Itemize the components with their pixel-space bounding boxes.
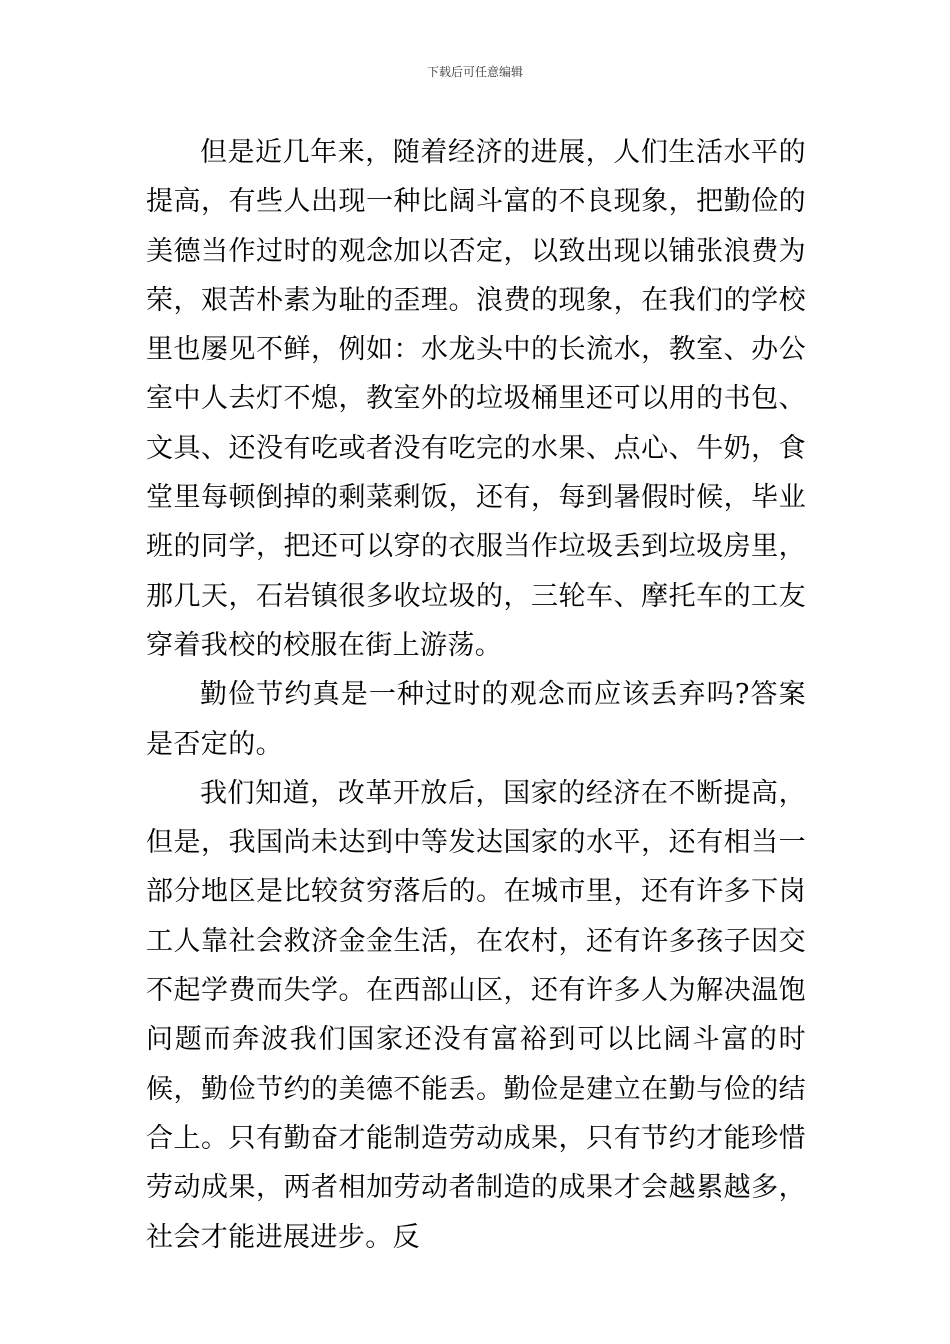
page-header: 下载后可任意编辑 <box>426 65 523 79</box>
paragraph: 勤俭节约真是一种过时的观念而应该丢弃吗?答案是否定的。 <box>146 679 806 760</box>
paragraph: 我们知道，改革开放后，国家的经济在不断提高，但是，我国尚未达到中等发达国家的水平，还有相当一部分地区是比较贫穷落后的。在城市里，还有许多下岗工人靠社会救济金金生活，在农村，还有许多孩子因交不起学费而失学。在西部山区，还有许多人为解决温饱问题而奔波我们国家还没有富裕到可以比阔斗富的时候，勤俭节约的美德不能丢。勤俭是建立在勤与俭的结合上。只有勤奋才能制造劳动成果，只有节约才能珍惜劳动成果，两者相加劳动者制造的成果才会越累越多，社会才能进展进步。反 <box>146 777 806 1253</box>
document-body <box>146 128 806 1262</box>
paragraph: 但是近几年来，随着经济的进展，人们生活水平的提高，有些人出现一种比阔斗富的不良现象，把勤俭的美德当作过时的观念加以否定，以致出现以铺张浪费为荣，艰苦朴素为耻的歪理。浪费的现象，在我们的学校里也屡见不鲜，例如：水龙头中的长流水，教室、办公室中人去灯不熄，教室外的垃圾桶里还可以用的书包、文具、还没有吃或者没有吃完的水果、点心、牛奶，食堂里每顿倒掉的剩菜剩饭，还有，每到暑假时候，毕业班的同学，把还可以穿的衣服当作垃圾丢到垃圾房里，那几天，石岩镇很多收垃圾的，三轮车、摩托车的工友穿着我校的校服在街上游荡。 <box>146 137 806 661</box>
